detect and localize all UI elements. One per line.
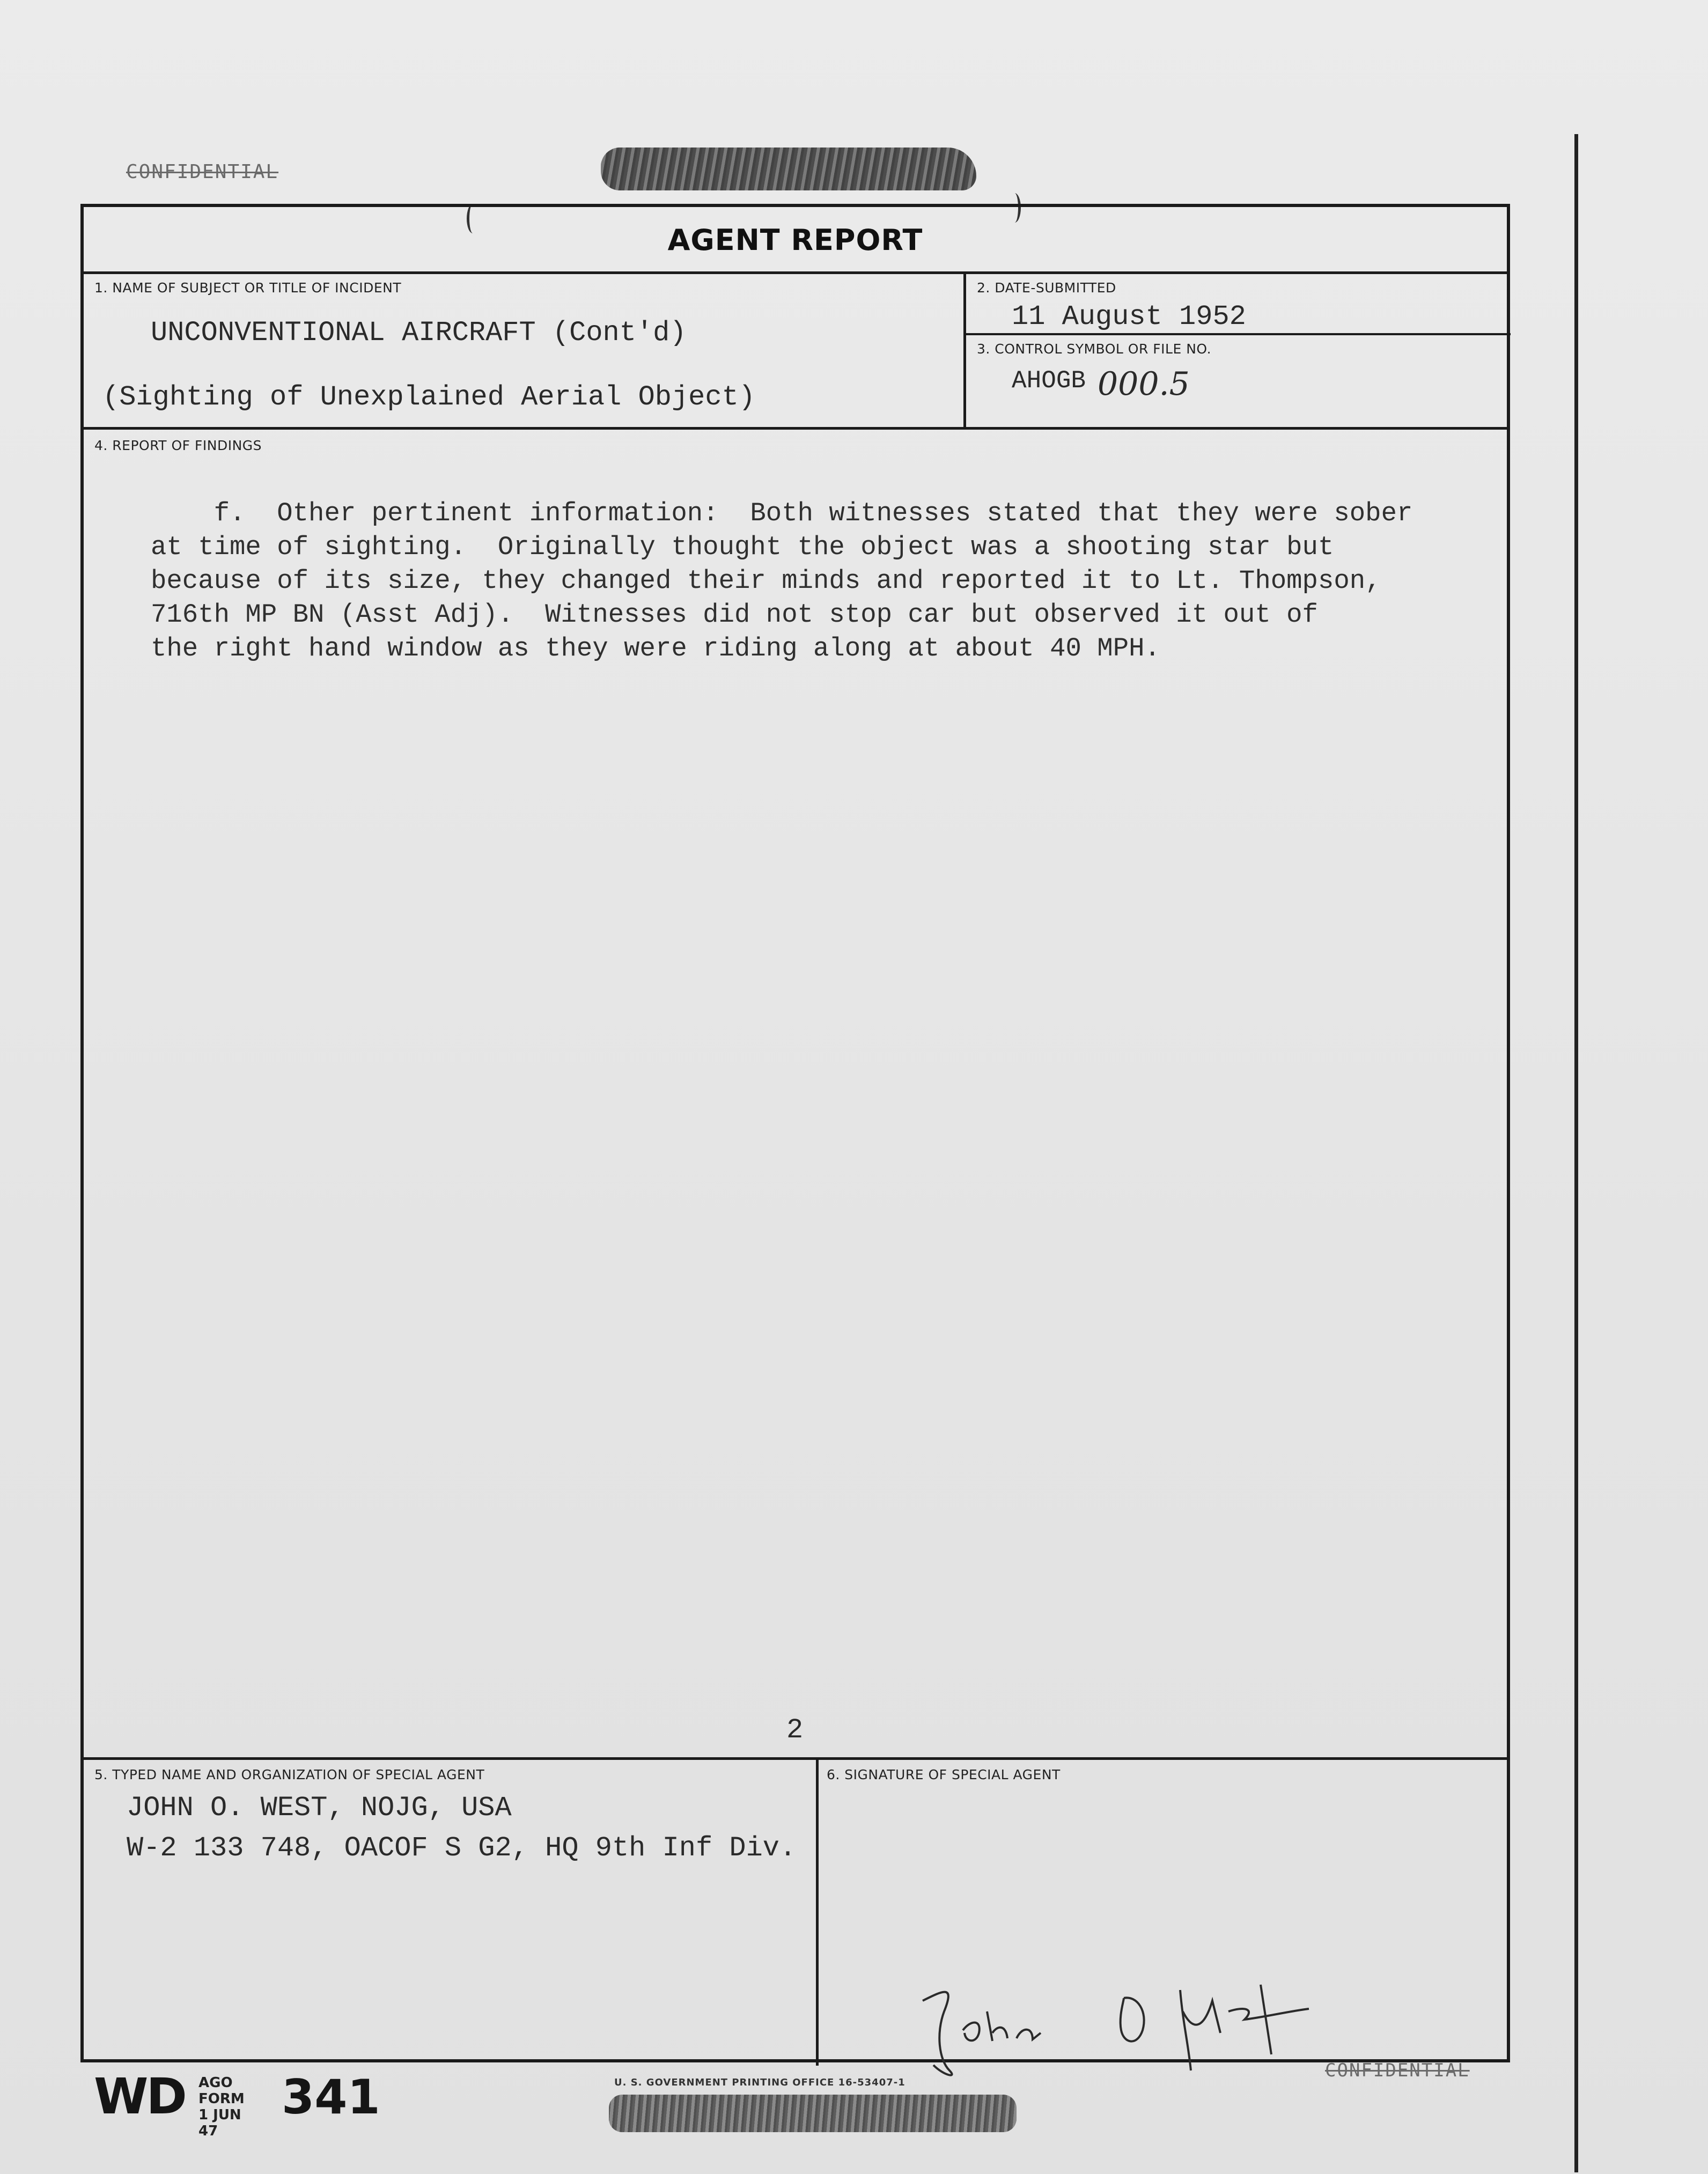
printer-imprint: U. S. GOVERNMENT PRINTING OFFICE 16-53407-1 bbox=[614, 2077, 905, 2088]
subject-title: UNCONVENTIONAL AIRCRAFT (Cont'd) bbox=[151, 317, 687, 349]
page-edge-shadow bbox=[1574, 134, 1578, 2172]
date-divider bbox=[963, 333, 1511, 335]
date-label: 2. DATE-SUBMITTED bbox=[977, 280, 1116, 296]
form-prefix: WD bbox=[94, 2068, 185, 2125]
agent-report-form bbox=[80, 204, 1510, 2062]
agent-organization: W-2 133 748, OACOF S G2, HQ 9th Inf Div. bbox=[127, 1832, 797, 1864]
form-edition bbox=[198, 2075, 245, 2139]
control-symbol-label: 3. CONTROL SYMBOL OR FILE NO. bbox=[977, 341, 1212, 357]
form-title: AGENT REPORT bbox=[667, 223, 923, 257]
subject-subtitle: (Sighting of Unexplained Aerial Object) bbox=[102, 381, 755, 413]
header-divider bbox=[963, 271, 966, 427]
findings-line: at time of sighting. Originally thought the object was a shooting star but bbox=[151, 532, 1334, 562]
findings-line: f. Other pertinent information: Both witnesses stated that they were sober bbox=[151, 498, 1413, 528]
page-number: 2 bbox=[786, 1714, 804, 1746]
findings-line: because of its size, they changed their minds and reported it to Lt. Thompson, bbox=[151, 566, 1381, 596]
findings-text bbox=[151, 497, 1503, 666]
agent-name: JOHN O. WEST, NOJG, USA bbox=[127, 1792, 512, 1824]
form-title-row bbox=[84, 207, 1507, 274]
date-value: 11 August 1952 bbox=[1012, 301, 1246, 333]
ago-form-label: AGO FORM bbox=[198, 2075, 245, 2107]
findings-line: 716th MP BN (Asst Adj). Witnesses did not stop car but observed it out of bbox=[151, 600, 1318, 630]
classification-marking-top: CONFIDENTIAL bbox=[126, 161, 279, 183]
footer-top-rule bbox=[84, 1757, 1507, 1760]
agent-name-label: 5. TYPED NAME AND ORGANIZATION OF SPECIAL AGENT bbox=[94, 1767, 485, 1782]
form-number: 341 bbox=[282, 2069, 380, 2125]
agent-signature bbox=[912, 1979, 1320, 2081]
redaction-smudge-top bbox=[601, 148, 976, 190]
findings-line: the right hand window as they were riding along at about 40 MPH. bbox=[151, 633, 1160, 664]
signature-label: 6. SIGNATURE OF SPECIAL AGENT bbox=[827, 1767, 1061, 1782]
header-bottom-rule bbox=[84, 427, 1507, 430]
classification-marking-bottom: CONFIDENTIAL bbox=[1325, 2060, 1470, 2081]
ago-form-date: 1 JUN 47 bbox=[198, 2107, 241, 2139]
footer-divider bbox=[816, 1757, 819, 2066]
control-symbol-value: AHOGB bbox=[1012, 367, 1086, 395]
redaction-smudge-bottom bbox=[609, 2095, 1017, 2132]
subject-label: 1. NAME OF SUBJECT OR TITLE OF INCIDENT bbox=[94, 280, 402, 296]
findings-label: 4. REPORT OF FINDINGS bbox=[94, 438, 262, 453]
file-number-handwritten: 000.5 bbox=[1098, 365, 1190, 403]
